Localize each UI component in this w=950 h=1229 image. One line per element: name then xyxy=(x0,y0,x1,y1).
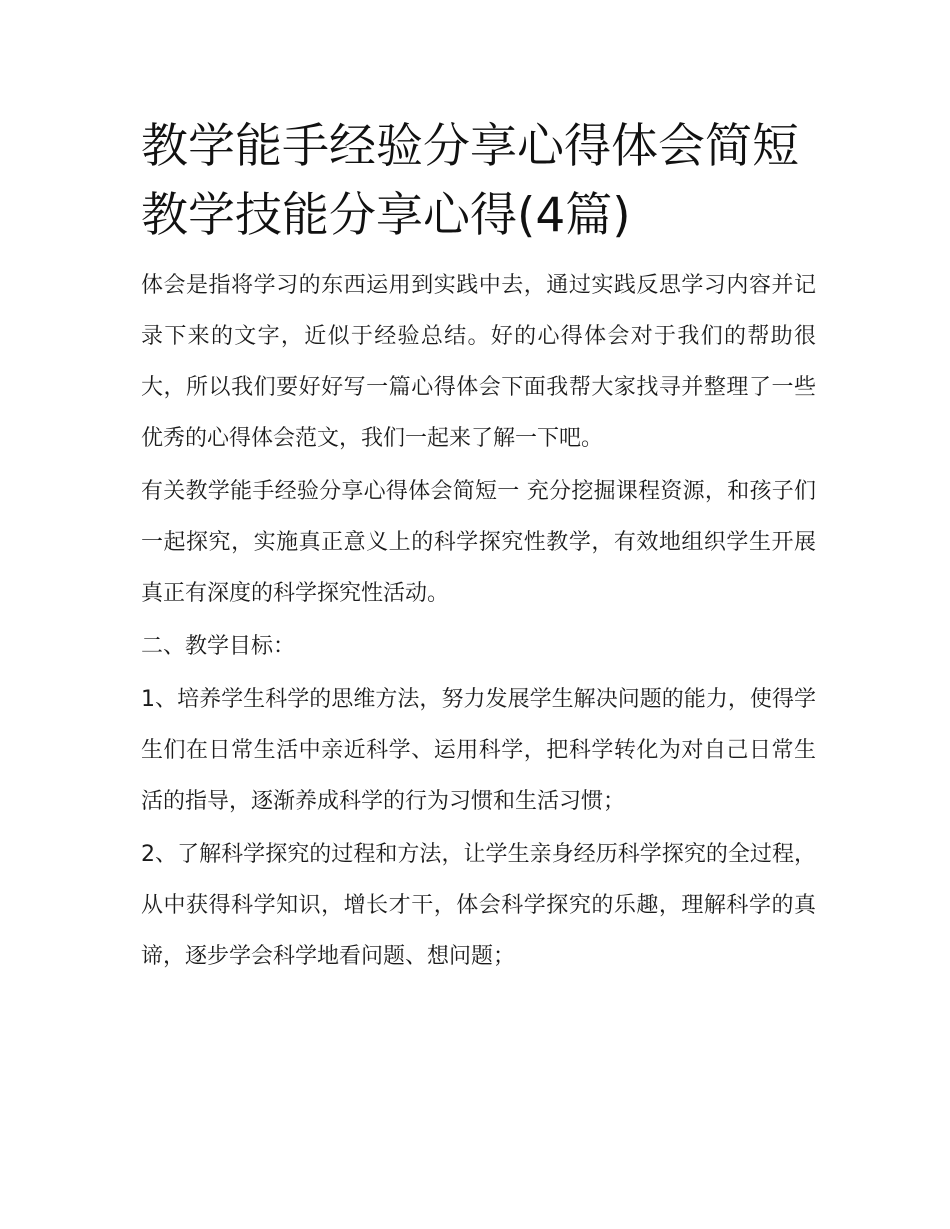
document-body xyxy=(141,112,816,984)
intro-paragraph: 体会是指将学习的东西运用到实践中去，通过实践反思学习内容并记录下来的文字，近似于经验总结。好的心得体会对于我们的帮助很大，所以我们要好好写一篇心得体会下面我帮大家找寻并整理了一些优秀的心得体会范文，我们一起来了解一下吧。 xyxy=(141,273,816,451)
teaching-goals-heading: 二、教学目标： xyxy=(141,634,296,659)
section-one-paragraph: 有关教学能手经验分享心得体会简短一 充分挖掘课程资源，和孩子们一起探究，实施真正意义上的科学探究性教学，有效地组织学生开展真正有深度的科学探究性活动。 xyxy=(141,479,816,606)
document-title: 教学能手经验分享心得体会简短 教学技能分享心得(4篇) xyxy=(141,119,799,243)
goal-item-2: 2、了解科学探究的过程和方法，让学生亲身经历科学探究的全过程，从中获得科学知识，增长才干，体会科学探究的乐趣，理解科学的真谛，逐步学会科学地看问题、想问题； xyxy=(141,842,816,969)
goal-item-1: 1、培养学生科学的思维方法，努力发展学生解决问题的能力，使得学生们在日常生活中亲近科学、运用科学，把科学转化为对自己日常生活的指导，逐渐养成科学的行为习惯和生活习惯； xyxy=(141,687,816,814)
